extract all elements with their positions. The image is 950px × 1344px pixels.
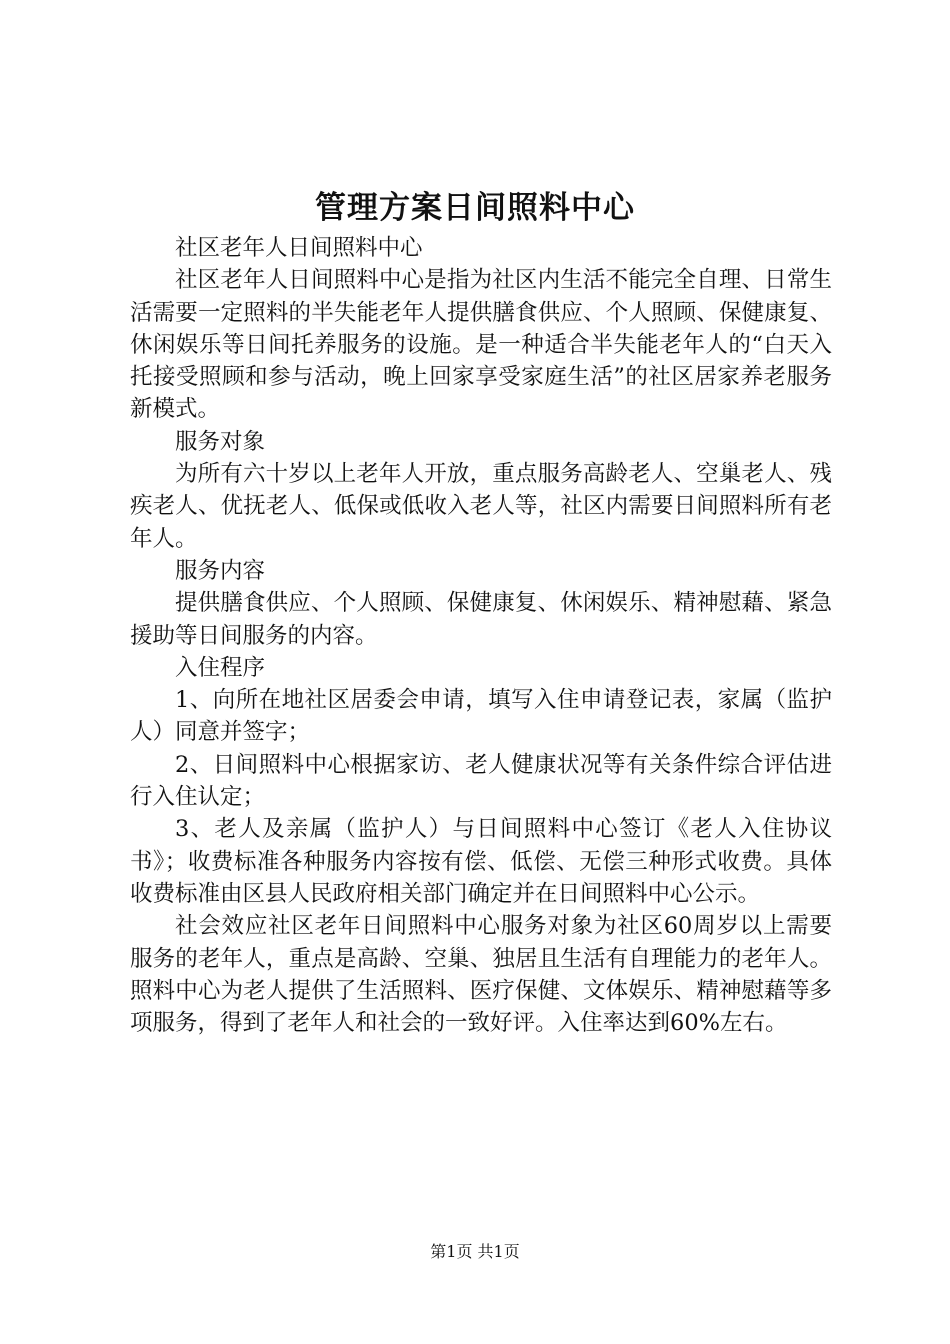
paragraph-heading-intro: 社区老年人日间照料中心 xyxy=(175,235,423,261)
paragraph-social-effect: 社会效应社区老年日间照料中心服务对象为社区60周岁以上需要服务的老年人，重点是高龄、空巢、独居且生活有自理能力的老年人。照料中心为老人提供了生活照料、医疗保健、文体娱乐、精神慰藉等多项服务，得到了老年人和社会的一致好评。入住率达到60%左右。 xyxy=(130,913,832,1037)
page-footer: 第1页 共1页 xyxy=(430,1242,520,1261)
paragraph-heading-service-target: 服务对象 xyxy=(175,428,266,455)
paragraph-heading-service-content: 服务内容 xyxy=(175,557,266,584)
paragraph-heading-admission: 入住程序 xyxy=(175,654,266,681)
paragraph-service-target: 为所有六十岁以上老年人开放，重点服务高龄老人、空巢老人、残疾老人、优抚老人、低保或低收入老人等，社区内需要日间照料所有老年人。 xyxy=(130,461,832,552)
document-body xyxy=(130,232,832,1039)
paragraph-service-content: 提供膳食供应、个人照顾、保健康复、休闲娱乐、精神慰藉、紧急援助等日间服务的内容。 xyxy=(130,590,832,649)
paragraph-admission-step-3: 3、老人及亲属（监护人）与日间照料中心签订《老人入住协议书》；收费标准各种服务内容按有偿、低偿、无偿三种形式收费。具体收费标准由区县人民政府相关部门确定并在日间照料中心公示。 xyxy=(130,816,832,907)
paragraph-admission-step-2: 2、日间照料中心根据家访、老人健康状况等有关条件综合评估进行入住认定； xyxy=(130,751,832,811)
paragraph-intro: 社区老年人日间照料中心是指为社区内生活不能完全自理、日常生活需要一定照料的半失能老年人提供膳食供应、个人照顾、保健康复、休闲娱乐等日间托养服务的设施。是一种适合半失能老年人的“白天入托接受照顾和参与活动，晚上回家享受家庭生活”的社区居家养老服务新模式。 xyxy=(130,267,832,423)
paragraph-admission-step-1: 1、向所在地社区居委会申请，填写入住申请登记表，家属（监护人）同意并签字； xyxy=(130,687,832,746)
document-title: 管理方案日间照料中心 xyxy=(315,190,635,226)
